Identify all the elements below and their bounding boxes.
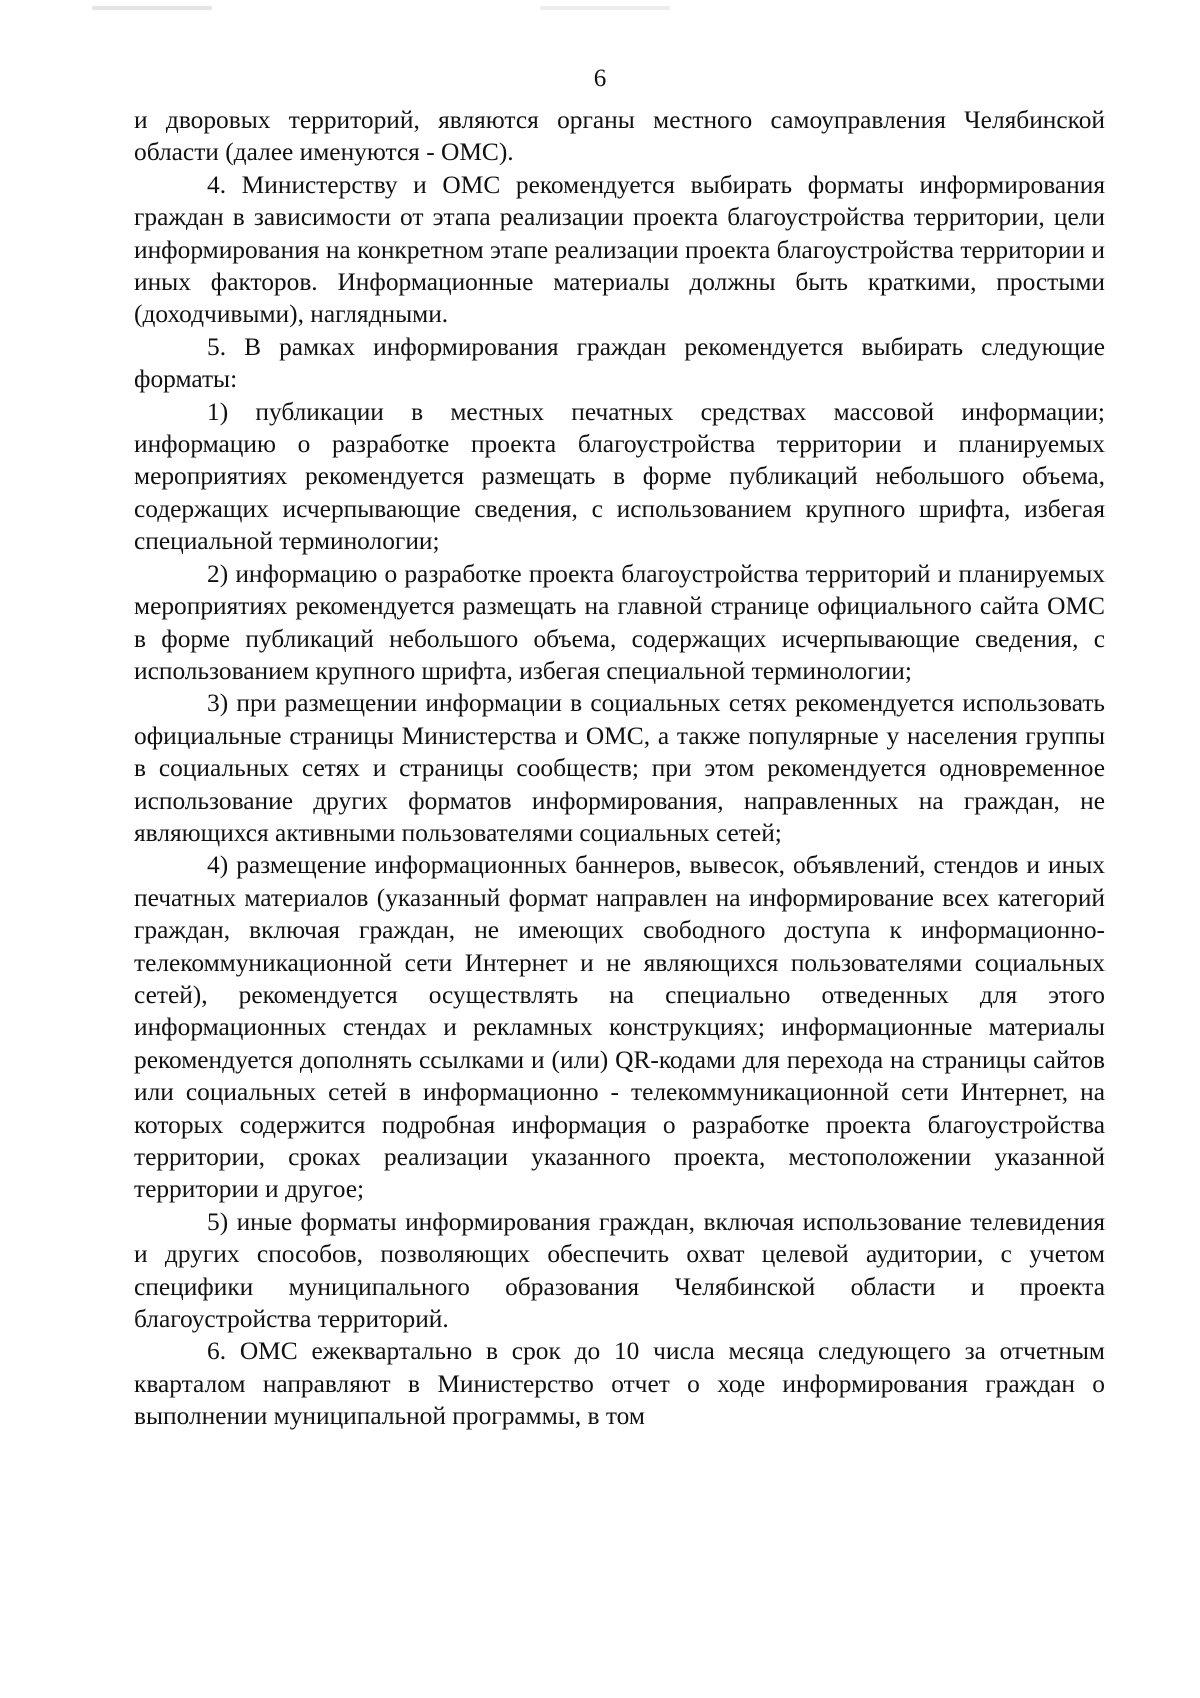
list-item-3: 3) при размещении информации в социальных сетях рекомендуется использовать официальные страницы Министерства и ОМС, а также популярные у населения группы в социальных сетях и страницы сообществ; при этом рекомендуется одновременное использование других форматов информирования, направленных на граждан, не являющихся активными пользователями социальных сетей; xyxy=(134,689,1105,847)
page-number: 6 xyxy=(593,65,607,92)
paragraph-continuation: и дворовых территорий, являются органы местного самоуправления Челябинской области (далее именуются - ОМС). xyxy=(134,106,1105,167)
list-item-1: 1) публикации в местных печатных средствах массовой информации; информацию о разработке проекта благоустройства территории и планируемых мероприятиях рекомендуется размещать в форме публикаций небольшого объема, содержащих исчерпывающие сведения, с использованием крупного шрифта, избегая специальной терминологии; xyxy=(134,397,1105,556)
document-body xyxy=(134,104,1105,1433)
list-item-2: 2) информацию о разработке проекта благоустройства территорий и планируемых мероприятиях рекомендуется размещать на главной странице официального сайта ОМС в форме публикаций небольшого объема, содержащих исчерпывающие сведения, с использованием крупного шрифта, избегая специальной терминологии; xyxy=(134,559,1105,685)
scan-artifact xyxy=(540,6,670,10)
paragraph-item-5: 5. В рамках информирования граждан рекомендуется выбирать следующие форматы: xyxy=(134,332,1105,394)
paragraph-item-4: 4. Министерству и ОМС рекомендуется выбирать форматы информирования граждан в зависимости от этапа реализации проекта благоустройства территории, цели информирования на конкретном этапе реализации проекта благоустройства территории и иных факторов. Информационные материалы должны быть краткими, простыми (доходчивыми), наглядными. xyxy=(134,170,1105,329)
scan-artifact xyxy=(92,6,212,10)
list-item-5: 5) иные форматы информирования граждан, включая использование телевидения и других способов, позволяющих обеспечить охват целевой аудитории, с учетом специфики муниципального образования Челябинской области и проекта благоустройства территорий. xyxy=(134,1207,1105,1334)
list-item-4: 4) размещение информационных баннеров, вывесок, объявлений, стендов и иных печатных материалов (указанный формат направлен на информирование всех категорий граждан, включая граждан, не имеющих свободного доступа к информационно-телекоммуникационной сети Интернет и не являющихся пользователями социальных сетей), рекомендуется осуществлять на специально отведенных для этого информационных стендах и рекламных конструкциях; информационные материалы рекомендуется дополнять ссылками и (или) QR-кодами для перехода на страницы сайтов или социальных сетей в информационно - телекоммуникационной сети Интернет, на которых содержится подробная информация о разработке проекта благоустройства территории, сроках реализации указанного проекта, местоположении указанной территории и другое; xyxy=(134,851,1105,1204)
paragraph-item-6: 6. ОМС ежеквартально в срок до 10 числа месяца следующего за отчетным кварталом направляют в Министерство отчет о ходе информирования граждан о выполнении муниципальной программы, в том xyxy=(134,1337,1105,1431)
